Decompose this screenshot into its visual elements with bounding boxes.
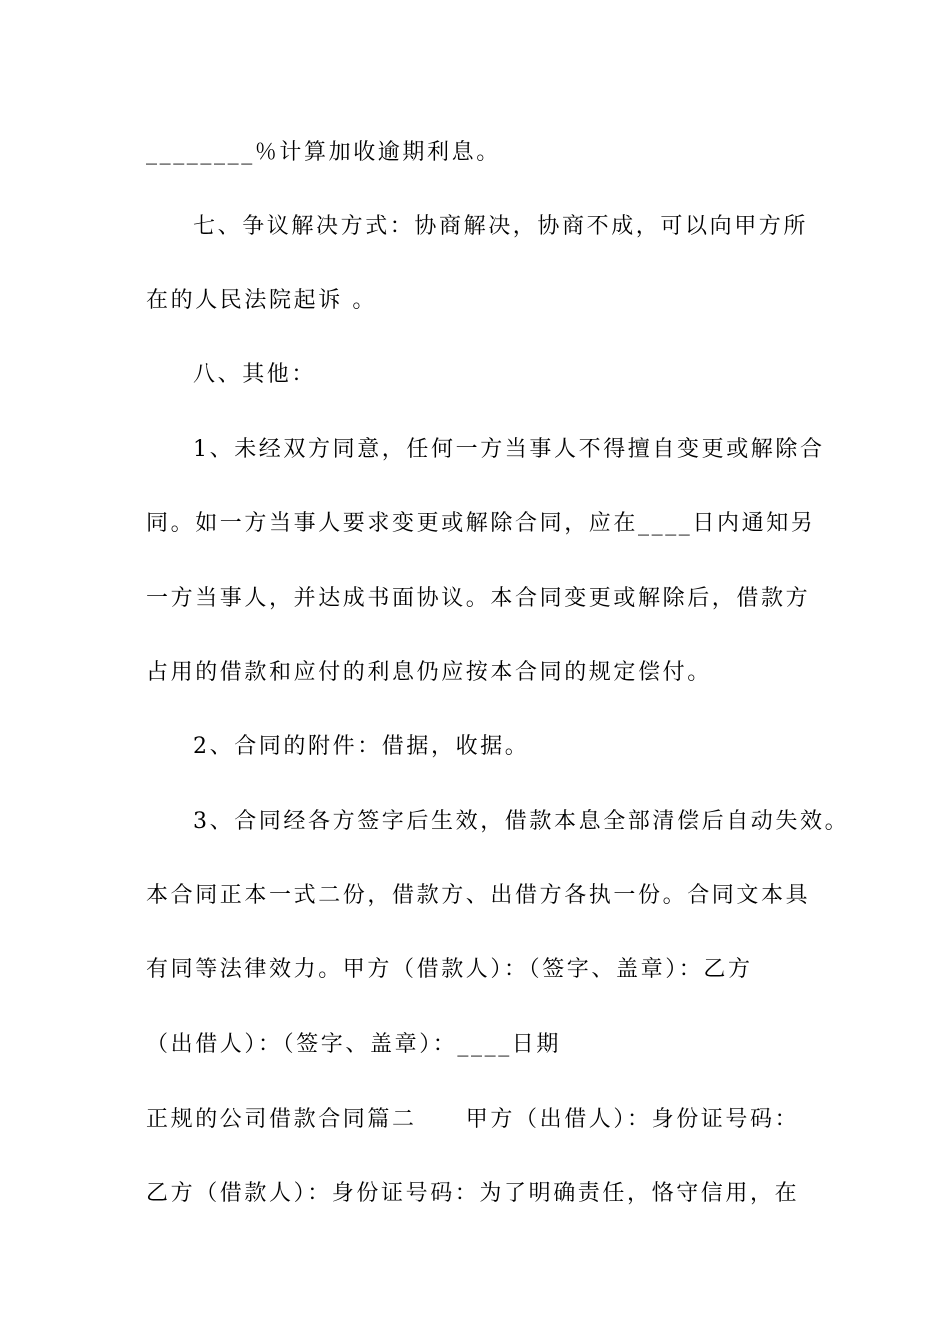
text-line-clause-1: 1、未经双方同意，任何一方当事人不得擅自变更或解除合 [193, 437, 825, 462]
text-line-clause-1-cont-1: 同。如一方当事人要求变更或解除合同，应在____日内通知另 [146, 511, 816, 536]
text-line-overdue-interest: ________％计算加收逾期利息。 [146, 140, 501, 165]
text-line-court: 在的人民法院起诉 。 [146, 288, 377, 313]
text-line-signature-date: （出借人）：（签字、盖章）：____日期 [146, 1032, 562, 1057]
text-line-contract-two-title: 正规的公司借款合同篇二 甲方（出借人）：身份证号码： [146, 1107, 800, 1132]
text-line-clause-1-cont-3: 占用的借款和应付的利息仍应按本合同的规定偿付。 [146, 660, 712, 685]
text-line-signature-parties: 有同等法律效力。甲方（借款人）：（签字、盖章）：乙方 [146, 957, 753, 982]
text-line-clause-3: 3、合同经各方签字后生效，借款本息全部清偿后自动失效。 [193, 809, 850, 834]
text-line-contract-two-borrower: 乙方（借款人）：身份证号码：为了明确责任，恪守信用，在 [146, 1181, 800, 1206]
text-line-clause-3-cont-1: 本合同正本一式二份，借款方、出借方各执一份。合同文本具 [146, 883, 811, 908]
text-line-clause-1-cont-2: 一方当事人，并达成书面协议。本合同变更或解除后，借款方 [146, 586, 811, 611]
text-line-dispute-resolution: 七、争议解决方式：协商解决，协商不成，可以向甲方所 [193, 214, 809, 239]
section-heading-other: 八、其他： [193, 362, 317, 387]
text-line-clause-2: 2、合同的附件：借据，收据。 [193, 734, 530, 759]
